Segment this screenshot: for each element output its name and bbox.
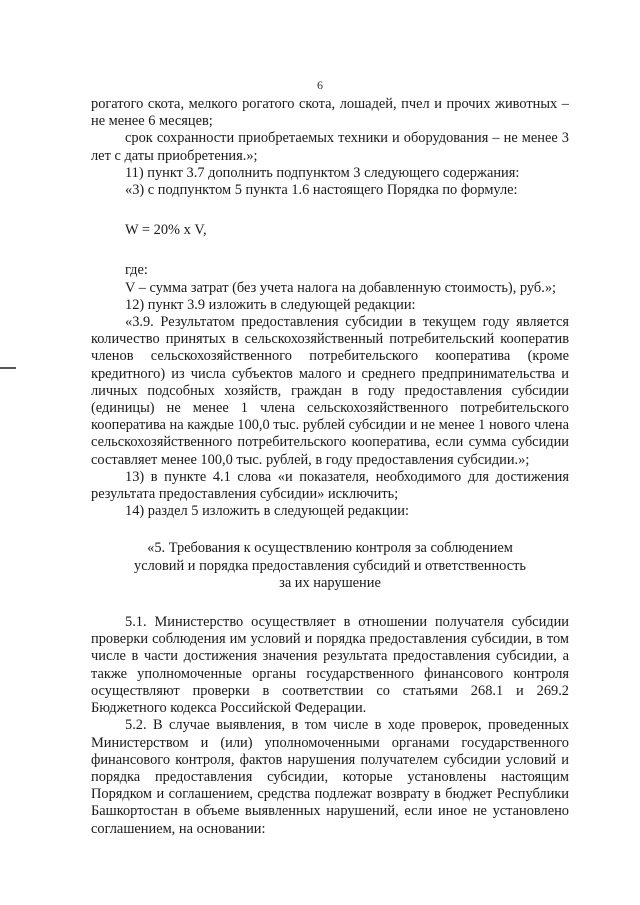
section-heading-line: условий и порядка предоставления субсидий и ответственность	[134, 557, 526, 574]
page-number: 6	[317, 78, 323, 92]
paragraph: «3.9. Результатом предоставления субсидии в текущем году является количество принятых в сельскохозяйственный потребительский кооператив членов сельскохозяйственного потребительского кооператива (кроме кредитного) из числа субъектов малого и среднего предпринимательства и личных подсобных хозяйств, граждан в году предоставления субсидии (единицы) не менее 1 члена сельскохозяйственного потребительского кооператива на каждые 100,0 тыс. рублей субсидии и не менее 1 нового члена сельскохозяйственного потребительского кооператива, если сумма субсидии составляет менее 100,0 тыс. рублей, в году предоставления субсидии.»;	[91, 314, 569, 468]
document-body	[91, 96, 569, 838]
scan-edge-mark	[0, 367, 16, 369]
section-heading-line: «5. Требования к осуществлению контроля за соблюдением	[147, 540, 513, 557]
paragraph: «3) с подпунктом 5 пункта 1.6 настоящего Порядка по формуле:	[125, 182, 518, 199]
section-heading	[91, 540, 569, 592]
paragraph: V – сумма затрат (без учета налога на добавленную стоимость), руб.»;	[125, 279, 557, 296]
paragraph: 13) в пункте 4.1 слова «и показателя, необходимого для достижения результата предоставления субсидии» исключить;	[91, 468, 569, 503]
paragraph: 14) раздел 5 изложить в следующей редакции:	[125, 503, 409, 520]
section-heading-line: за их нарушение	[279, 574, 381, 591]
paragraph-group-before	[91, 96, 569, 520]
paragraph: W = 20% х V,	[125, 222, 207, 239]
paragraph: 5.1. Министерство осуществляет в отношении получателя субсидии проверки соблюдения им условий и порядка предоставления субсидии, в том числе в части достижения значения результата предоставления субсидии, а также уполномоченные органы государственного финансового контроля осуществляют проверки в соответствии со статьями 268.1 и 269.2 Бюджетного кодекса Российской Федерации.	[91, 614, 569, 717]
paragraph: рогатого скота, мелкого рогатого скота, лошадей, пчел и прочих животных – не менее 6 месяцев;	[91, 96, 569, 130]
paragraph: 11) пункт 3.7 дополнить подпунктом 3 следующего содержания:	[125, 164, 520, 181]
paragraph-group-after	[91, 614, 569, 838]
paragraph: где:	[125, 262, 148, 279]
paragraph: 5.2. В случае выявления, в том числе в ходе проверок, проведенных Министерством и (или) уполномоченными органами государственного финансового контроля, фактов нарушения получателем субсидии условий и порядка предоставления субсидии, которые установлены настоящим Порядком и соглашением, средства подлежат возврату в бюджет Республики Башкортостан в объеме выявленных нарушений, если иное не установлено соглашением, на основании:	[91, 717, 569, 837]
paragraph: срок сохранности приобретаемых техники и оборудования – не менее 3 лет с даты приобретения.»;	[91, 130, 569, 164]
paragraph: 12) пункт 3.9 изложить в следующей редакции:	[125, 296, 416, 313]
